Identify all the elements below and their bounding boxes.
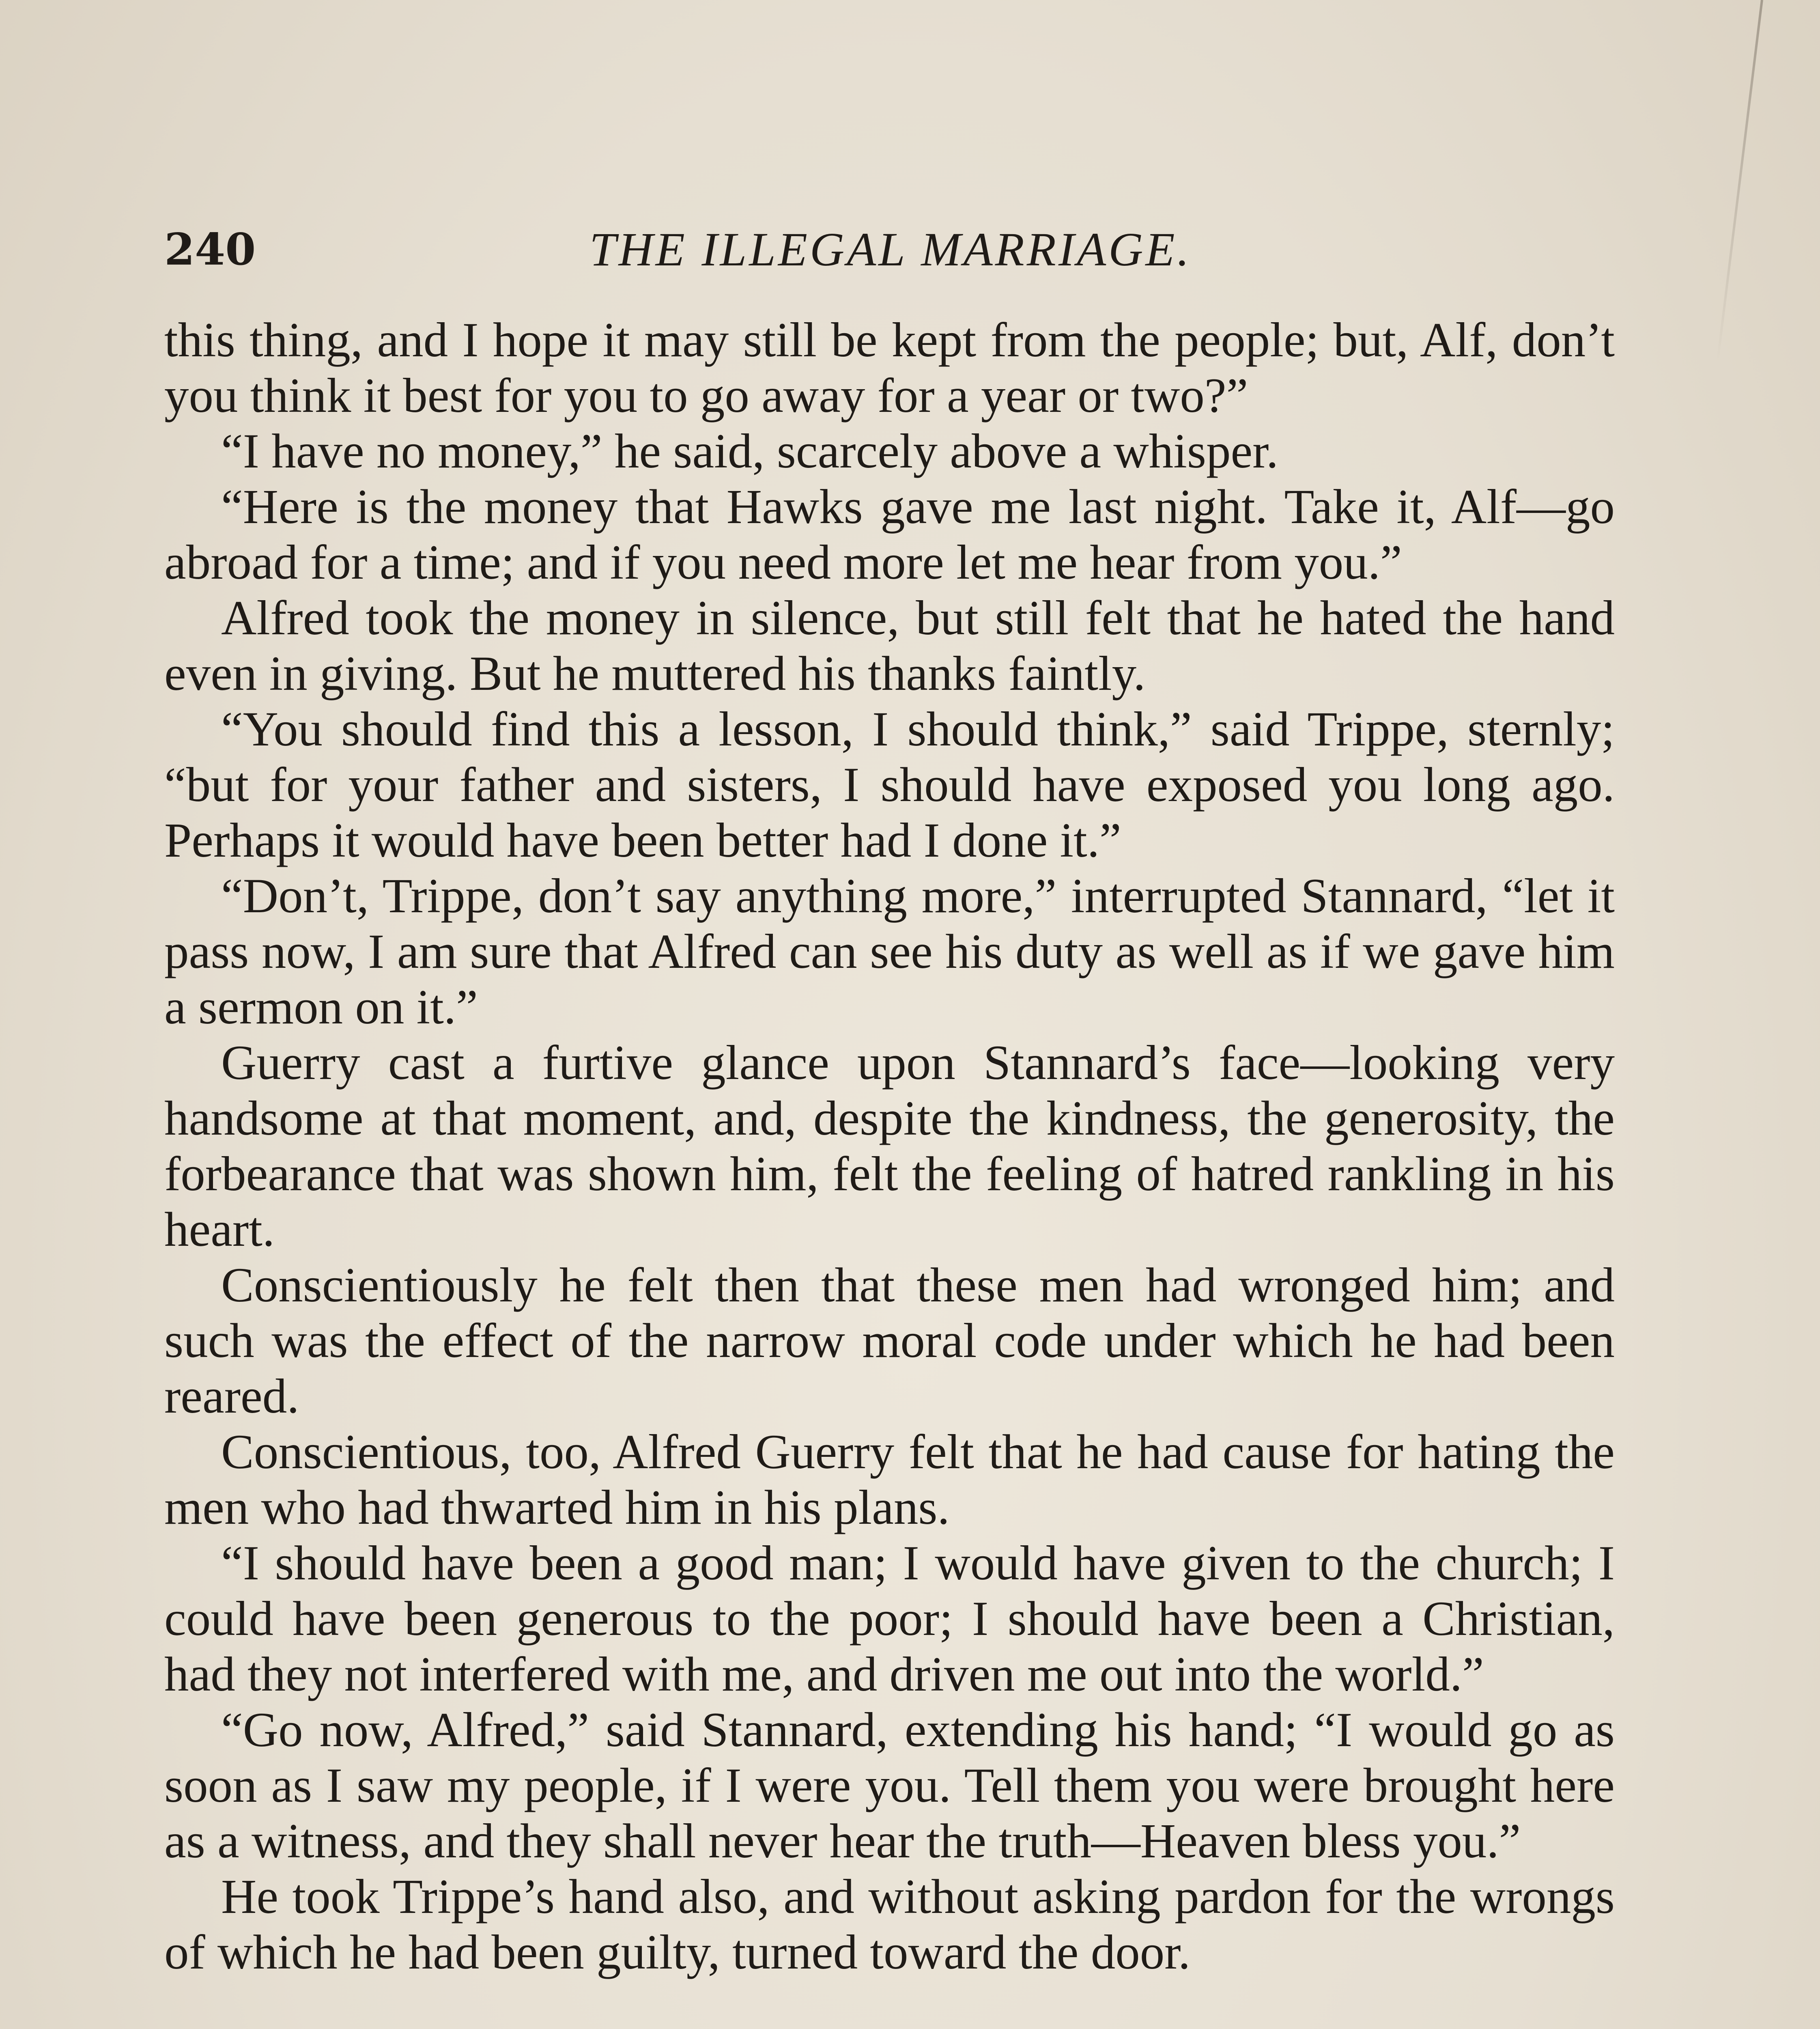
paragraph: “You should find this a lesson, I should think,” said Trippe, sternly; “but for your father and sisters, I should have exposed you long ago. Perhaps it would have been better had I done it.”: [164, 702, 1615, 868]
paragraph: this thing, and I hope it may still be kept from the people; but, Alf, don’t you think it best for you to go away for a year or two?”: [164, 313, 1615, 423]
paragraph: “Go now, Alfred,” said Stannard, extending his hand; “I would go as soon as I saw my people, if I were you. Tell them you were brought here as a witness, and they shall never hear the truth—Heaven bless you.”: [164, 1703, 1615, 1868]
paragraph: “Don’t, Trippe, don’t say anything more,” interrupted Stannard, “let it pass now, I am sure that Alfred can see his duty as well as if we gave him a sermon on it.”: [164, 869, 1615, 1034]
paragraph: “Here is the money that Hawks gave me last night. Take it, Alf—go abroad for a time; and if you need more let me hear from you.”: [164, 480, 1615, 590]
paragraph: Conscientiously he felt then that these men had wronged him; and such was the effect of the narrow moral code under which he had been reared.: [164, 1258, 1615, 1424]
paragraph: “I should have been a good man; I would have given to the church; I could have been generous to the poor; I should have been a Christian, had they not interfered with me, and driven me out into the world.”: [164, 1536, 1615, 1702]
paper-crease: [1716, 0, 1763, 363]
paragraph: He took Trippe’s hand also, and without asking pardon for the wrongs of which he had been guilty, turned toward the door.: [164, 1870, 1615, 1979]
paragraph: Alfred took the money in silence, but still felt that he hated the hand even in giving. But he muttered his thanks faintly.: [164, 591, 1615, 701]
paragraph: “I have no money,” he said, scarcely above a whisper.: [221, 424, 1279, 478]
body-text: [164, 312, 1615, 1980]
paragraph: Conscientious, too, Alfred Guerry felt that he had cause for hating the men who had thwarted him in his plans.: [164, 1425, 1615, 1535]
paragraph: Guerry cast a furtive glance upon Stannard’s face—looking very handsome at that moment, and, despite the kindness, the generosity, the forbearance that was shown him, felt the feeling of hatred rankling in his heart.: [164, 1036, 1615, 1257]
page-number: 240: [164, 224, 256, 275]
running-title: THE ILLEGAL MARRIAGE.: [589, 223, 1192, 276]
running-header: [164, 217, 1617, 282]
